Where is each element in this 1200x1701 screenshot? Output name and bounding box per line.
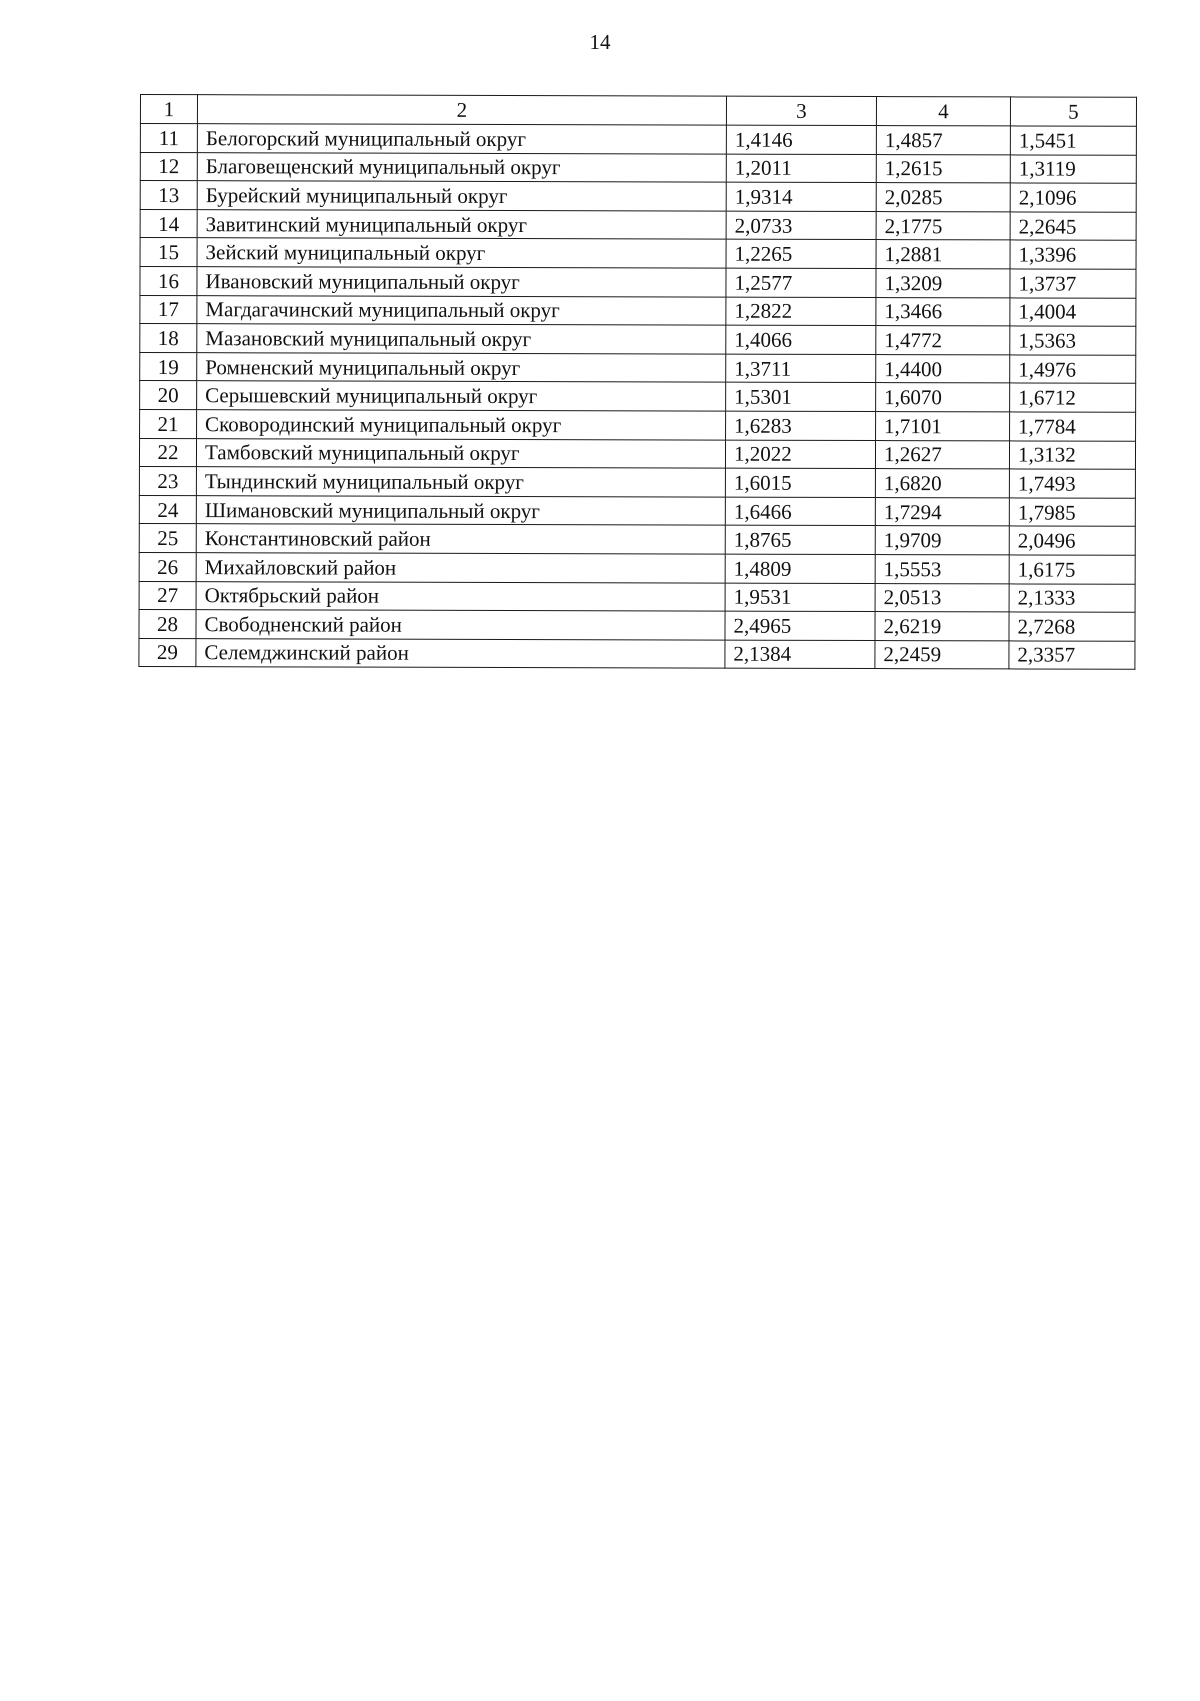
value-cell-col5: 1,3737 xyxy=(1010,269,1136,298)
table-row xyxy=(139,438,1135,469)
value-cell-col3: 1,4809 xyxy=(725,554,875,583)
value-cell-col3: 1,6015 xyxy=(725,468,875,497)
value-cell-col5: 2,7268 xyxy=(1009,612,1135,641)
table-row xyxy=(139,495,1135,526)
value-cell-col4: 1,2881 xyxy=(876,240,1010,269)
row-number-cell: 21 xyxy=(140,409,197,438)
row-number-cell: 16 xyxy=(140,266,197,295)
row-number-cell: 20 xyxy=(140,381,197,410)
value-cell-col3: 1,9314 xyxy=(726,182,876,211)
column-header: 5 xyxy=(1010,97,1136,126)
value-cell-col3: 1,2577 xyxy=(726,268,876,297)
value-cell-col3: 1,6466 xyxy=(725,497,875,526)
municipality-name-cell: Мазановский муниципальный округ xyxy=(197,324,726,354)
value-cell-col3: 2,0733 xyxy=(726,211,876,240)
table-row xyxy=(140,238,1136,269)
municipality-name-cell: Константиновский район xyxy=(196,524,725,554)
municipality-name-cell: Ромненский муниципальный округ xyxy=(197,352,726,382)
table-row xyxy=(140,181,1136,212)
value-cell-col4: 1,6820 xyxy=(875,469,1009,498)
table-row xyxy=(140,324,1136,355)
row-number-cell: 13 xyxy=(140,181,197,210)
value-cell-col3: 1,4146 xyxy=(726,125,876,154)
value-cell-col4: 1,9709 xyxy=(875,526,1009,555)
row-number-cell: 28 xyxy=(139,610,196,639)
table-row xyxy=(140,381,1136,412)
row-number-cell: 19 xyxy=(140,352,197,381)
value-cell-col4: 1,4400 xyxy=(876,354,1010,383)
value-cell-col3: 1,2822 xyxy=(726,297,876,326)
table-row xyxy=(140,352,1136,383)
value-cell-col5: 1,6175 xyxy=(1009,555,1135,584)
value-cell-col4: 2,2459 xyxy=(875,640,1009,669)
value-cell-col3: 1,3711 xyxy=(726,354,876,383)
municipality-name-cell: Магдагачинский муниципальный округ xyxy=(197,295,726,325)
column-header: 2 xyxy=(197,95,726,125)
value-cell-col4: 1,4857 xyxy=(876,126,1010,155)
municipality-name-cell: Тындинский муниципальный округ xyxy=(196,467,725,497)
municipality-name-cell: Октябрьский район xyxy=(196,581,725,611)
value-cell-col5: 1,4004 xyxy=(1010,297,1136,326)
value-cell-col5: 1,7985 xyxy=(1009,498,1135,527)
value-cell-col4: 1,3209 xyxy=(876,269,1010,298)
value-cell-col5: 2,0496 xyxy=(1009,526,1135,555)
value-cell-col5: 1,7493 xyxy=(1009,469,1135,498)
value-cell-col4: 1,6070 xyxy=(876,383,1010,412)
column-header: 3 xyxy=(726,96,876,125)
value-cell-col3: 2,1384 xyxy=(725,640,875,669)
table-row xyxy=(139,638,1135,669)
municipality-name-cell: Завитинский муниципальный округ xyxy=(197,209,726,239)
row-number-cell: 24 xyxy=(139,495,196,524)
table-body xyxy=(139,95,1137,670)
value-cell-col5: 1,3396 xyxy=(1010,240,1136,269)
value-cell-col5: 2,3357 xyxy=(1009,641,1135,670)
table-row xyxy=(139,524,1135,555)
value-cell-col4: 1,2627 xyxy=(875,440,1009,469)
value-cell-col4: 1,7294 xyxy=(875,497,1009,526)
row-number-cell: 26 xyxy=(139,552,196,581)
table-row xyxy=(140,124,1136,155)
value-cell-col4: 1,5553 xyxy=(875,554,1009,583)
value-cell-col5: 2,1333 xyxy=(1009,583,1135,612)
value-cell-col5: 1,6712 xyxy=(1010,383,1136,412)
table-row xyxy=(139,552,1135,583)
table-row xyxy=(140,295,1136,326)
row-number-cell: 12 xyxy=(140,152,197,181)
value-cell-col5: 2,1096 xyxy=(1010,183,1136,212)
row-number-cell: 11 xyxy=(140,124,197,153)
value-cell-col5: 1,5363 xyxy=(1010,326,1136,355)
value-cell-col4: 1,4772 xyxy=(876,326,1010,355)
municipality-name-cell: Белогорский муниципальный округ xyxy=(197,124,726,154)
row-number-cell: 14 xyxy=(140,209,197,238)
municipality-name-cell: Зейский муниципальный округ xyxy=(197,238,726,268)
value-cell-col3: 1,9531 xyxy=(725,583,875,612)
value-cell-col3: 1,6283 xyxy=(726,411,876,440)
value-cell-col5: 1,4976 xyxy=(1010,355,1136,384)
row-number-cell: 25 xyxy=(139,524,196,553)
value-cell-col4: 1,2615 xyxy=(876,154,1010,183)
municipality-name-cell: Сковородинский муниципальный округ xyxy=(197,410,726,440)
row-number-cell: 27 xyxy=(139,581,196,610)
value-cell-col5: 1,3119 xyxy=(1010,155,1136,184)
value-cell-col5: 1,3132 xyxy=(1009,440,1135,469)
municipality-name-cell: Тамбовский муниципальный округ xyxy=(196,438,725,468)
value-cell-col4: 1,7101 xyxy=(876,411,1010,440)
value-cell-col3: 1,5301 xyxy=(726,382,876,411)
row-number-cell: 18 xyxy=(140,324,197,353)
municipality-name-cell: Шимановский муниципальный округ xyxy=(196,495,725,525)
page-number: 14 xyxy=(589,30,611,54)
value-cell-col4: 2,1775 xyxy=(876,211,1010,240)
coefficients-table xyxy=(138,94,1137,670)
municipality-name-cell: Бурейский муниципальный округ xyxy=(197,181,726,211)
table-row xyxy=(140,266,1136,297)
value-cell-col3: 1,8765 xyxy=(725,525,875,554)
table-row xyxy=(139,467,1135,498)
row-number-cell: 15 xyxy=(140,238,197,267)
table-row xyxy=(139,581,1135,612)
value-cell-col3: 1,4066 xyxy=(726,325,876,354)
value-cell-col3: 2,4965 xyxy=(725,611,875,640)
municipality-name-cell: Серышевский муниципальный округ xyxy=(197,381,726,411)
table-row xyxy=(140,209,1136,240)
value-cell-col4: 2,6219 xyxy=(875,612,1009,641)
row-number-cell: 17 xyxy=(140,295,197,324)
municipality-name-cell: Селемджинский район xyxy=(196,638,725,668)
value-cell-col5: 1,5451 xyxy=(1010,126,1136,155)
table-row xyxy=(140,152,1136,183)
table-row xyxy=(139,610,1135,641)
value-cell-col3: 1,2011 xyxy=(726,154,876,183)
value-cell-col4: 1,3466 xyxy=(876,297,1010,326)
column-header: 4 xyxy=(876,97,1010,126)
row-number-cell: 23 xyxy=(139,467,196,496)
row-number-cell: 22 xyxy=(139,438,196,467)
row-number-cell: 29 xyxy=(139,638,196,667)
table-row xyxy=(140,409,1136,440)
value-cell-col5: 2,2645 xyxy=(1010,212,1136,241)
municipality-name-cell: Ивановский муниципальный округ xyxy=(197,267,726,297)
column-header: 1 xyxy=(140,95,197,124)
table-header-row xyxy=(140,95,1136,127)
value-cell-col4: 2,0513 xyxy=(875,583,1009,612)
value-cell-col3: 1,2022 xyxy=(725,440,875,469)
value-cell-col5: 1,7784 xyxy=(1010,412,1136,441)
value-cell-col4: 2,0285 xyxy=(876,183,1010,212)
municipality-name-cell: Благовещенский муниципальный округ xyxy=(197,152,726,182)
value-cell-col3: 1,2265 xyxy=(726,240,876,269)
municipality-name-cell: Михайловский район xyxy=(196,553,725,583)
municipality-name-cell: Свободненский район xyxy=(196,610,725,640)
